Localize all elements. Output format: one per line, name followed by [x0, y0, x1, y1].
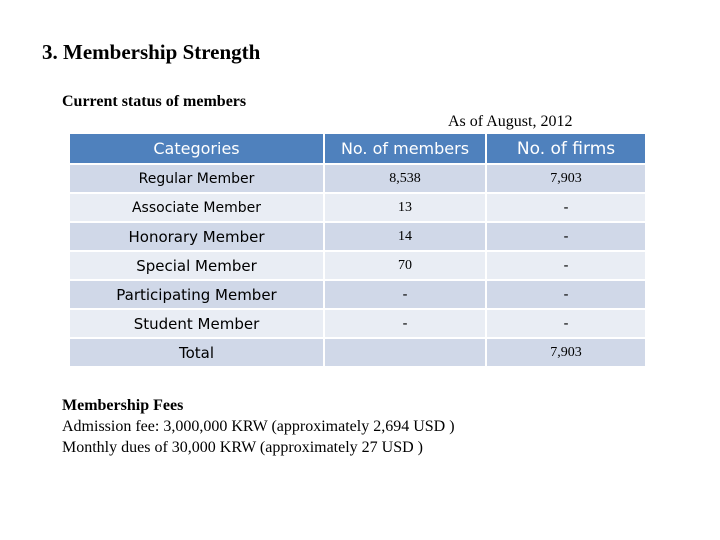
table-row: [70, 251, 645, 280]
row-members: 13: [324, 193, 486, 222]
row-firms: -: [486, 193, 645, 222]
membership-fees: [62, 395, 455, 458]
table-row: [70, 309, 645, 338]
table-header-row: [70, 134, 645, 164]
row-category: Participating Member: [70, 280, 324, 309]
total-label: Total: [70, 338, 324, 367]
row-members: -: [324, 309, 486, 338]
table-row: [70, 193, 645, 222]
row-members: 14: [324, 222, 486, 251]
row-firms: 7,903: [486, 164, 645, 193]
row-category: Special Member: [70, 251, 324, 280]
total-members: [324, 338, 486, 367]
row-category: Student Member: [70, 309, 324, 338]
header-members: No. of members: [324, 134, 486, 164]
row-firms: -: [486, 251, 645, 280]
membership-table: [70, 134, 645, 368]
row-members: 70: [324, 251, 486, 280]
as-of-date: As of August, 2012: [448, 113, 573, 130]
table-row: [70, 164, 645, 193]
row-firms: -: [486, 222, 645, 251]
header-firms: No. of firms: [486, 134, 645, 164]
section-subtitle: Current status of members: [62, 93, 247, 110]
table-row: [70, 280, 645, 309]
row-firms: -: [486, 309, 645, 338]
row-category: Honorary Member: [70, 222, 324, 251]
row-category: Regular Member: [70, 164, 324, 193]
row-members: 8,538: [324, 164, 486, 193]
fees-title: Membership Fees: [62, 397, 184, 414]
page-title: 3. Membership Strength: [42, 40, 261, 64]
admission-fee-line: Admission fee: 3,000,000 KRW (approximately 2,694 USD ): [62, 418, 455, 435]
table-total-row: [70, 338, 645, 367]
header-categories: Categories: [70, 134, 324, 164]
total-firms: 7,903: [486, 338, 645, 367]
monthly-dues-line: Monthly dues of 30,000 KRW (approximately 27 USD ): [62, 439, 424, 456]
row-category: Associate Member: [70, 193, 324, 222]
table-row: [70, 222, 645, 251]
row-firms: -: [486, 280, 645, 309]
row-members: -: [324, 280, 486, 309]
